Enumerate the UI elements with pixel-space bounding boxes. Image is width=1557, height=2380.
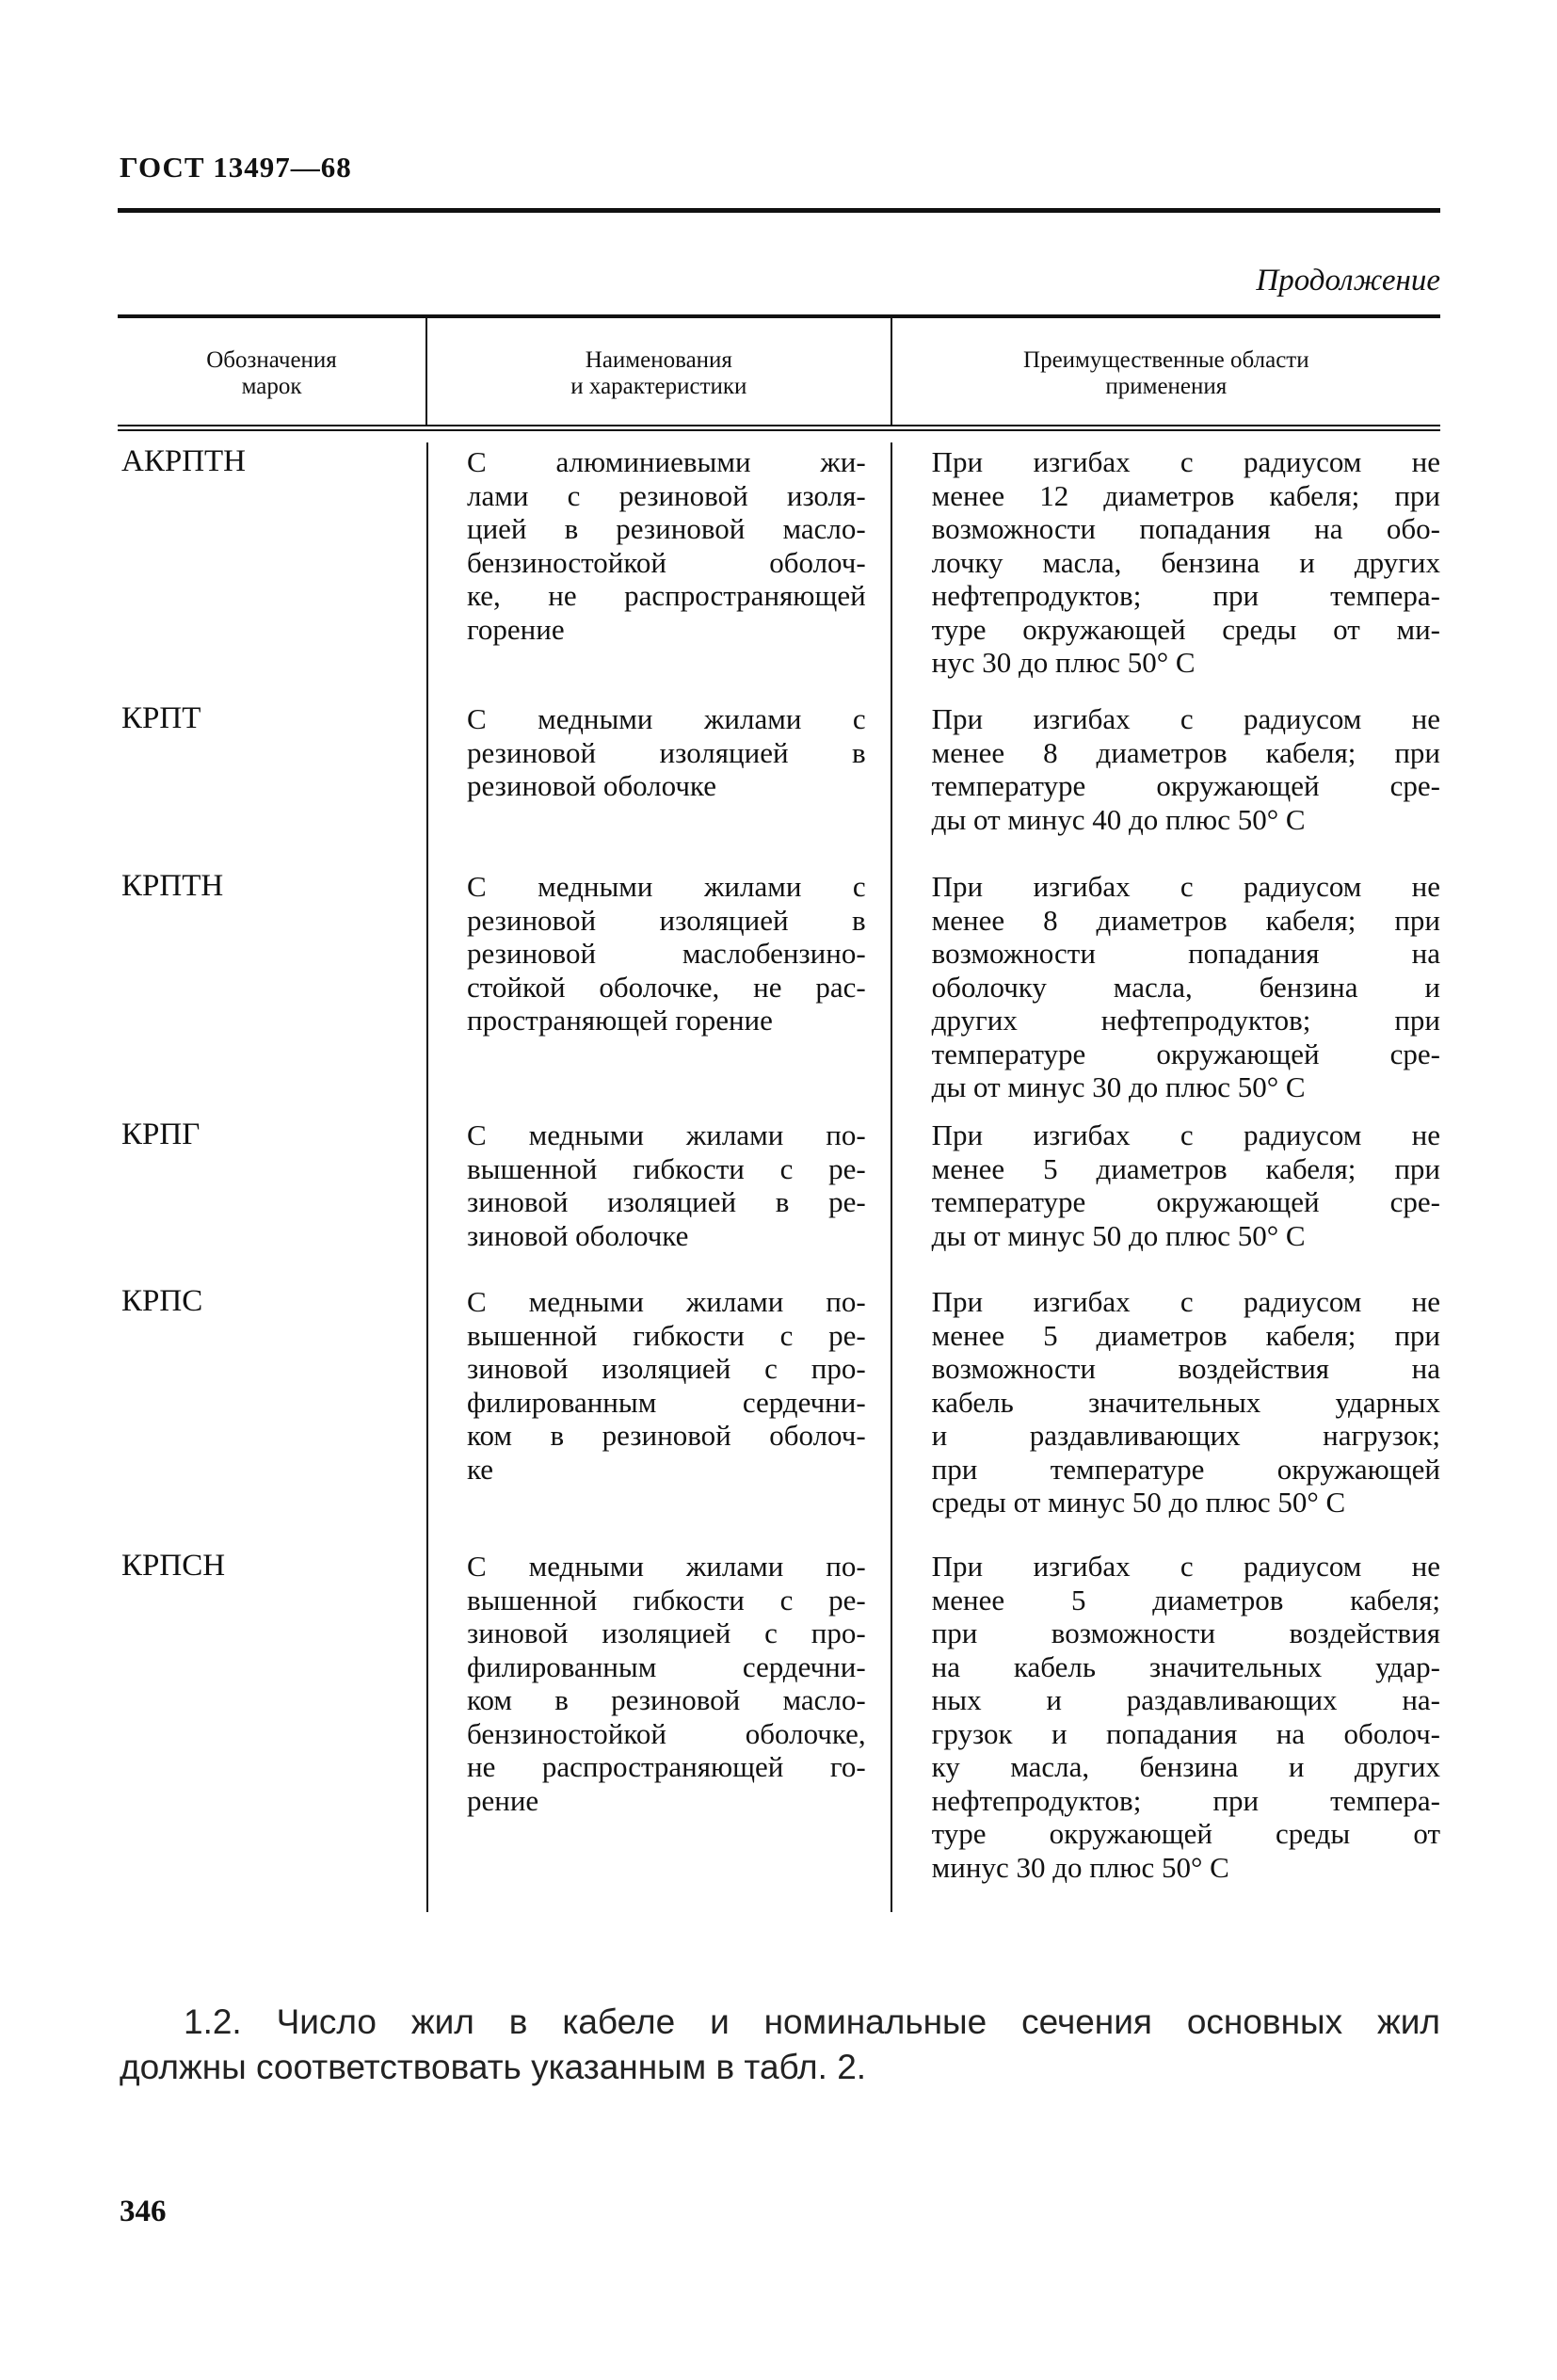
description-line: С медными жилами с bbox=[466, 702, 866, 735]
description-cell bbox=[429, 1550, 892, 1884]
description-line: бензиностойкой оболоч- bbox=[466, 545, 866, 579]
usage-line: ды от минус 30 до плюс 50° С bbox=[931, 1070, 1306, 1103]
description-line: ке bbox=[466, 1452, 494, 1486]
usage-line: При изгибах с радиусом не bbox=[931, 1118, 1440, 1151]
marks-table bbox=[118, 314, 1440, 1912]
section-paragraph bbox=[120, 2000, 1440, 2090]
usage-line: При изгибах с радиусом не bbox=[931, 870, 1440, 903]
usage-line: ку масла, бензина и других bbox=[931, 1750, 1440, 1783]
usage-cell bbox=[892, 1550, 1440, 1884]
description-line: филированным сердечни- bbox=[466, 1385, 866, 1419]
usage-line: ды от минус 40 до плюс 50° С bbox=[931, 802, 1306, 836]
description-line: С медными жилами с bbox=[466, 870, 866, 903]
description-line: С медными жилами по- bbox=[466, 1118, 866, 1151]
description-line: С алюминиевыми жи- bbox=[466, 445, 866, 478]
description-line: зиновой изоляцией в ре- bbox=[466, 1185, 866, 1218]
description-line: бензиностойкой оболочке, bbox=[466, 1716, 866, 1750]
mark-cell: АКРПТН bbox=[121, 444, 247, 478]
usage-line: туре окружающей среды от bbox=[931, 1817, 1440, 1850]
description-line: филированным сердечни- bbox=[466, 1649, 866, 1683]
column-header-line: марок bbox=[241, 373, 302, 399]
description-line: лами с резиновой изоля- bbox=[466, 478, 866, 512]
mark-cell: КРПСН bbox=[121, 1549, 226, 1583]
usage-line: возможности попадания на обо- bbox=[931, 512, 1440, 545]
paragraph-line: 1.2. Число жил в кабеле и номинальные сечения основных жил bbox=[184, 2002, 1440, 2041]
header-rule bbox=[118, 208, 1440, 213]
column-header-usage bbox=[891, 318, 1440, 425]
usage-line: оболочку масла, бензина и bbox=[931, 970, 1440, 1004]
mark-cell: КРПТ bbox=[121, 701, 201, 735]
usage-cell bbox=[892, 445, 1440, 680]
usage-line: ных и раздавливающих на- bbox=[931, 1683, 1440, 1716]
description-line: пространяющей горение bbox=[466, 1004, 773, 1037]
usage-line: При изгибах с радиусом не bbox=[931, 702, 1440, 735]
table-body bbox=[118, 431, 1440, 1912]
description-line: резиновой оболочке bbox=[466, 769, 716, 802]
description-line: резиновой изоляцией в bbox=[466, 903, 866, 937]
column-header-line: применения bbox=[1105, 373, 1228, 399]
usage-line: менее 5 диаметров кабеля; при bbox=[931, 1151, 1440, 1185]
header-double-rule bbox=[118, 425, 1440, 431]
description-line: рение bbox=[466, 1783, 539, 1817]
usage-line: менее 5 диаметров кабеля; bbox=[931, 1583, 1440, 1616]
usage-line: среды от минус 50 до плюс 50° С bbox=[931, 1486, 1346, 1519]
description-line: резиновой изоляцией в bbox=[466, 735, 866, 769]
usage-cell bbox=[892, 702, 1440, 836]
column-header-line: Преимущественные области bbox=[1023, 346, 1309, 373]
usage-line: и раздавливающих нагрузок; bbox=[931, 1419, 1440, 1452]
description-line: С медными жилами по- bbox=[466, 1285, 866, 1318]
description-cell bbox=[429, 702, 892, 836]
column-header-names bbox=[425, 318, 891, 425]
usage-cell bbox=[892, 1118, 1440, 1252]
usage-line: при возможности воздействия bbox=[931, 1616, 1440, 1649]
page-number: 346 bbox=[120, 2195, 167, 2228]
usage-line: других нефтепродуктов; при bbox=[931, 1004, 1440, 1037]
paragraph-line: должны соответствовать указанным в табл. 2. bbox=[120, 2048, 867, 2086]
column-header-line: и характеристики bbox=[570, 373, 747, 399]
description-line: цией в резиновой масло- bbox=[466, 512, 866, 545]
description-line: стойкой оболочке, не рас- bbox=[466, 970, 866, 1004]
usage-line: менее 12 диаметров кабеля; при bbox=[931, 478, 1440, 512]
usage-line: температуре окружающей сре- bbox=[931, 769, 1440, 802]
description-line: зиновой изоляцией с про- bbox=[466, 1352, 866, 1385]
description-cell bbox=[429, 445, 892, 680]
usage-line: При изгибах с радиусом не bbox=[931, 1285, 1440, 1318]
description-line: вышенной гибкости с ре- bbox=[466, 1318, 866, 1352]
document-header: ГОСТ 13497—68 bbox=[120, 151, 352, 184]
description-line: С медными жилами по- bbox=[466, 1550, 866, 1583]
usage-line: нефтепродуктов; при темпера- bbox=[931, 1783, 1440, 1817]
usage-line: менее 5 диаметров кабеля; при bbox=[931, 1318, 1440, 1352]
usage-line: температуре окружающей сре- bbox=[931, 1185, 1440, 1218]
column-header-line: Обозначения bbox=[206, 346, 337, 373]
description-line: ком в резиновой оболоч- bbox=[466, 1419, 866, 1452]
description-line: не распространяющей го- bbox=[466, 1750, 866, 1783]
usage-line: При изгибах с радиусом не bbox=[931, 445, 1440, 478]
mark-cell: КРПГ bbox=[121, 1118, 201, 1151]
description-line: вышенной гибкости с ре- bbox=[466, 1151, 866, 1185]
description-cell bbox=[429, 870, 892, 1104]
usage-line: при температуре окружающей bbox=[931, 1452, 1440, 1486]
usage-line: нефтепродуктов; при темпера- bbox=[931, 579, 1440, 612]
description-line: резиновой маслобензино- bbox=[466, 937, 866, 970]
usage-line: ды от минус 50 до плюс 50° С bbox=[931, 1218, 1306, 1252]
usage-cell bbox=[892, 870, 1440, 1104]
usage-line: температуре окружающей сре- bbox=[931, 1037, 1440, 1070]
usage-line: лочку масла, бензина и других bbox=[931, 545, 1440, 579]
usage-line: нус 30 до плюс 50° С bbox=[931, 646, 1196, 679]
table-row bbox=[118, 445, 1440, 680]
table-row bbox=[118, 1550, 1440, 1884]
usage-cell bbox=[892, 1285, 1440, 1520]
usage-line: минус 30 до плюс 50° С bbox=[931, 1850, 1229, 1884]
table-header-row bbox=[118, 318, 1440, 425]
usage-line: возможности попадания на bbox=[931, 937, 1440, 970]
table-row bbox=[118, 1285, 1440, 1520]
description-cell bbox=[429, 1285, 892, 1520]
usage-line: туре окружающей среды от ми- bbox=[931, 612, 1440, 646]
usage-line: При изгибах с радиусом не bbox=[931, 1550, 1440, 1583]
mark-cell: КРПС bbox=[121, 1284, 203, 1318]
description-line: зиновой изоляцией с про- bbox=[466, 1616, 866, 1649]
table-row bbox=[118, 1118, 1440, 1252]
table-row bbox=[118, 702, 1440, 836]
continuation-label: Продолжение bbox=[1256, 264, 1440, 298]
description-line: горение bbox=[466, 612, 565, 646]
description-line: ке, не распространяющей bbox=[466, 579, 866, 612]
usage-line: кабель значительных ударных bbox=[931, 1385, 1440, 1419]
description-line: вышенной гибкости с ре- bbox=[466, 1583, 866, 1616]
usage-line: грузок и попадания на оболоч- bbox=[931, 1716, 1440, 1750]
description-line: зиновой оболочке bbox=[466, 1218, 689, 1252]
table-row bbox=[118, 870, 1440, 1104]
column-header-marks bbox=[118, 318, 425, 425]
column-header-line: Наименования bbox=[585, 346, 732, 373]
description-cell bbox=[429, 1118, 892, 1252]
usage-line: на кабель значительных удар- bbox=[931, 1649, 1440, 1683]
mark-cell: КРПТН bbox=[121, 869, 224, 903]
usage-line: менее 8 диаметров кабеля; при bbox=[931, 903, 1440, 937]
usage-line: менее 8 диаметров кабеля; при bbox=[931, 735, 1440, 769]
usage-line: возможности воздействия на bbox=[931, 1352, 1440, 1385]
description-line: ком в резиновой масло- bbox=[466, 1683, 866, 1716]
